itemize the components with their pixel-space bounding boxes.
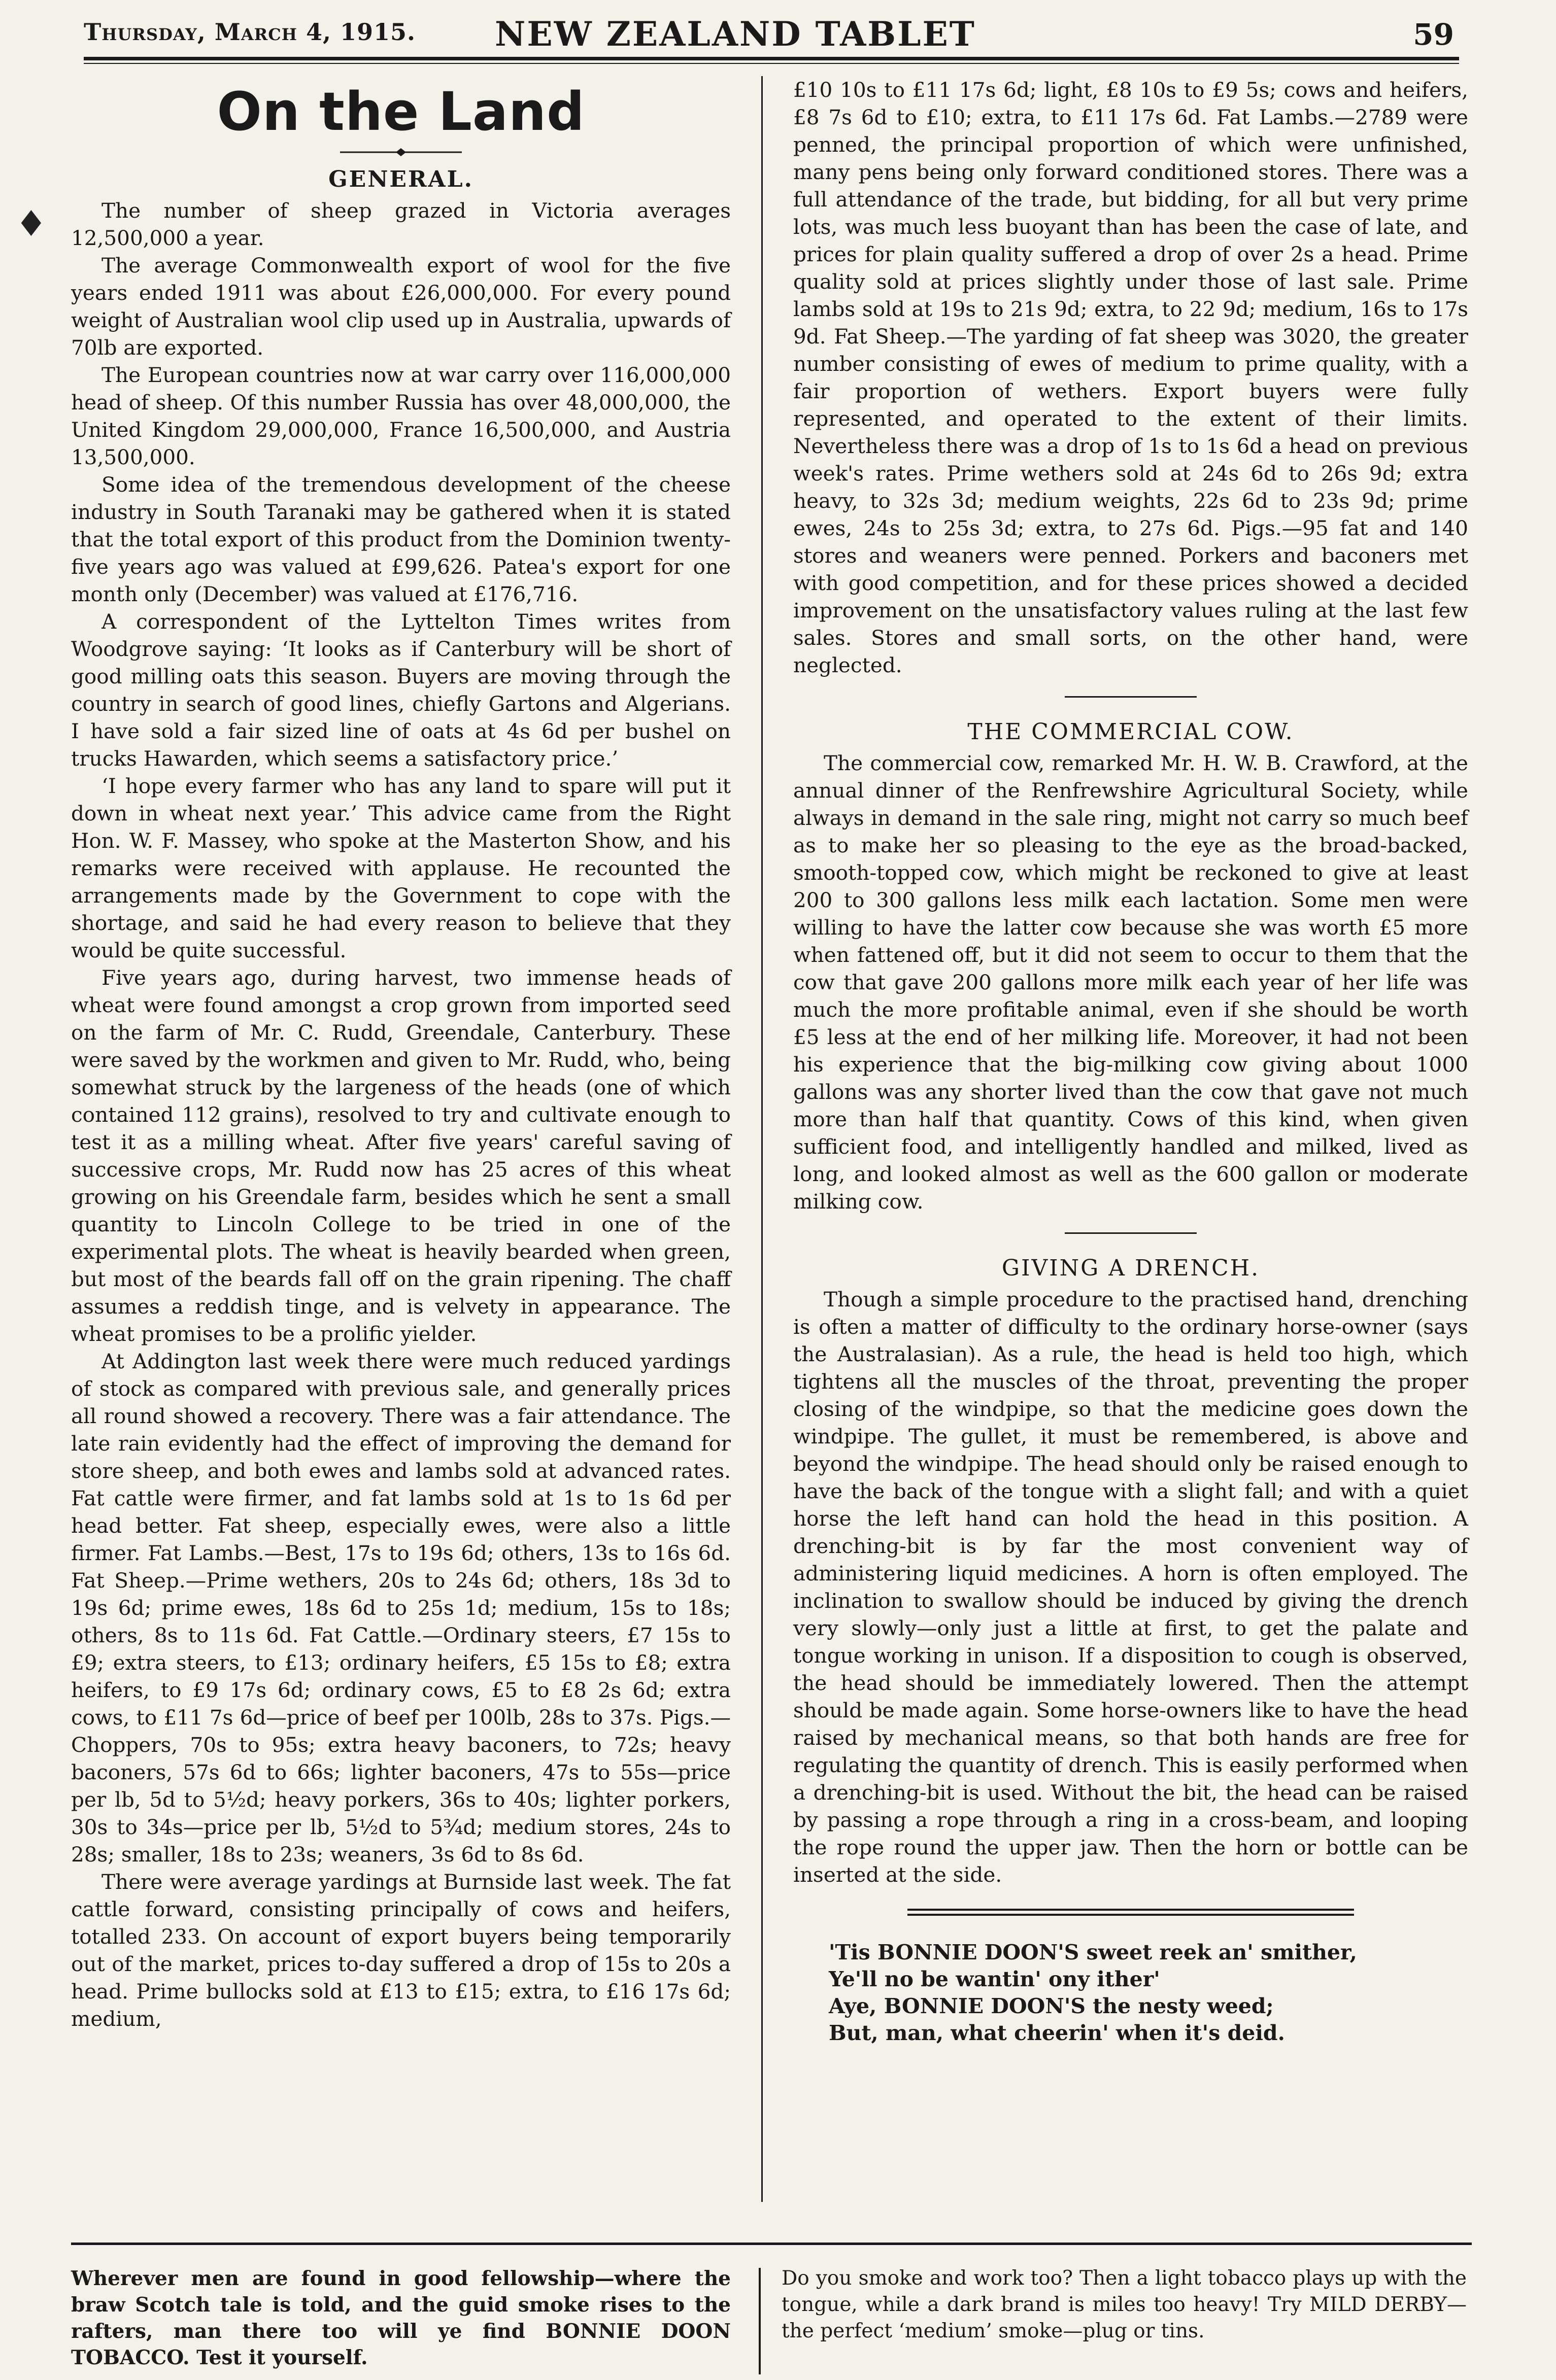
advert-verse [829,1939,1468,2047]
paragraph: The European countries now at war carry over 116,000,000 head of sheep. Of this number Russia has over 48,000,000, the United Kingdom 29,000,000, France 16,500,000, and Austria 13,500,000. [71,363,731,469]
footer-divider [759,2268,761,2374]
column-divider [761,76,763,2202]
advert-bonnie-doon: Wherever men are found in good fellowship—where the braw Scotch tale is told, and the guid smoke rises to the rafters, man there too will ye find BONNIE DOON TOBACCO. Test it yourself. [71,2267,731,2369]
verse-rule [907,1909,1354,1916]
section-rule [1065,696,1197,698]
page-number: 59 [1413,17,1454,52]
advert-mild-derby: Do you smoke and work too? Then a light tobacco plays up with the tongue, while a dark brand is miles too heavy! Try MILD DERBY—the perfect ‘medium’ smoke—plug or tins. [782,2267,1467,2342]
verse-line: Ye'll no be wantin' ony ither' [829,1967,1160,1991]
verse-line: 'Tis BONNIE DOON'S sweet reek an' smither, [829,1940,1357,1964]
issue-date: Thursday, March 4, 1915. [84,18,416,46]
section-rule [1065,1232,1197,1234]
paragraph: Five years ago, during harvest, two immense heads of wheat were found amongst a crop grown from imported seed on the farm of Mr. C. Rudd, Greendale, Canterbury. These were saved by the workmen and given to Mr. Rudd, who, being somewhat struck by the largeness of the heads (one of which contained 112 grains), resolved to try and cultivate enough to test it as a milling wheat. After five years' careful saving of successive crops, Mr. Rudd now has 25 acres of this wheat growing on his Greendale farm, besides which he sent a small quantity to Lincoln College to be tried in one of the experimental plots. The wheat is heavily bearded when green, but most of the beards fall off on the grain ripening. The chaff assumes a reddish tinge, and is velvety in appearance. The wheat promises to be a prolific yielder. [71,965,731,1346]
paragraph: ‘I hope every farmer who has any land to spare will put it down in wheat next year.’ This advice came from the Right Hon. W. F. Massey, who spoke at the Masterton Show, and his remarks were received with applause. He recounted the arrangements made by the Government to cope with the shortage, and said he had every reason to believe that they would be quite successful. [71,774,731,962]
right-column [793,76,1468,2047]
footer-rule [71,2243,1472,2245]
running-head [84,14,1454,55]
header-rule [84,57,1459,60]
section-heading-general: GENERAL. [328,166,473,192]
page-title: On the Land [217,81,585,143]
header-rule-thin [84,63,1459,64]
margin-mark: ♦ [15,203,47,245]
section-heading-drench: GIVING A DRENCH. [1001,1255,1260,1281]
paragraph: At Addington last week there were much reduced yardings of stock as compared with previous sale, and generally prices all round showed a recovery. There was a fair attendance. The late rain evidently had the effect of improving the demand for store sheep, and both ewes and lambs sold at advanced rates. Fat cattle were firmer, and fat lambs sold at 1s to 1s 6d per head better. Fat sheep, especially ewes, were also a little firmer. Fat Lambs.—Best, 17s to 19s 6d; others, 13s to 16s 6d. Fat Sheep.—Prime wethers, 20s to 24s 6d; others, 18s 3d to 19s 6d; prime ewes, 18s 6d to 25s 1d; medium, 15s to 18s; others, 8s to 11s 6d. Fat Cattle.—Ordinary steers, £7 15s to £9; extra steers, to £13; ordinary heifers, £5 15s to £8; extra heifers, to £9 17s 6d; ordinary cows, £5 to £8 2s 6d; extra cows, to £11 7s 6d—price of beef per 100lb, 28s to 37s. Pigs.—Choppers, 70s to 95s; extra heavy baconers, to 72s; heavy baconers, 57s 6d to 66s; lighter baconers, 47s to 55s—price per lb, 5d to 5½d; heavy porkers, 36s to 40s; lighter porkers, 30s to 34s—price per lb, 5½d to 5¾d; medium stores, 24s to 28s; smaller, 18s to 23s; weaners, 3s 6d to 8s 6d. [71,1349,731,1867]
section-heading-commercial-cow: THE COMMERCIAL COW. [967,719,1294,745]
paragraph: The number of sheep grazed in Victoria averages 12,500,000 a year. [71,198,731,250]
paper-name: NEW ZEALAND TABLET [495,14,976,54]
title-ornament [340,147,462,157]
verse-line: But, man, what cheerin' when it's deid. [829,2021,1285,2045]
paragraph: Though a simple procedure to the practised hand, drenching is often a matter of difficulty to the ordinary horse-owner (says the Australasian). As a rule, the head is held too high, which tightens all the muscles of the throat, preventing the proper closing of the windpipe, so that the medicine goes down the windpipe. The gullet, it must be remembered, is above and beyond the windpipe. The head should only be raised enough to have the back of the tongue with a slight fall; and with a quiet horse the left hand can hold the head in this position. A drenching-bit is by far the most convenient way of administering liquid medicines. A horn is often employed. The inclination to swallow should be induced by giving the drench very slowly—only just a little at first, to get the palate and tongue working in unison. If a disposition to cough is observed, the head should be immediately lowered. Then the attempt should be made again. Some horse-owners like to have the head raised by mechanical means, so that both hands are free for regulating the quantity of drench. This is easily performed when a drenching-bit is used. Without the bit, the head can be raised by passing a rope through a ring in a cross-beam, and looping the rope round the upper jaw. Then the horn or bottle can be inserted at the side. [793,1287,1468,1887]
paragraph: The average Commonwealth export of wool for the five years ended 1911 was about £26,000,000. For every pound weight of Australian wool clip used up in Australia, upwards of 70lb are exported. [71,253,731,360]
paragraph: Some idea of the tremendous development of the cheese industry in South Taranaki may be gathered when it is stated that the total export of this product from the Dominion twenty-five years ago was valued at £99,626. Patea's export for one month only (December) was valued at £176,716. [71,472,731,606]
paragraph: The commercial cow, remarked Mr. H. W. B. Crawford, at the annual dinner of the Renfrewshire Agricultural Society, while always in demand in the sale ring, might not carry so much beef as to make her so pleasing to the eye as the broad-backed, smooth-topped cow, which might be reckoned to give at least 200 to 300 gallons less milk each lactation. Some men were willing to have the latter cow because she was worth £5 more when fattened off, but it did not seem to occur to them that the cow that gave 200 gallons more milk each year of her life was much the more profitable animal, even if she should be worth £5 less at the end of her milking life. Moreover, it had not been his experience that the big-milking cow giving about 1000 gallons was any shorter lived than the cow that gave not much more than half that quantity. Cows of this kind, when given sufficient food, and intelligently handled and milked, lived as long, and looked almost as well as the 600 gallon or moderate milking cow. [793,751,1468,1214]
paragraph: A correspondent of the Lyttelton Times writes from Woodgrove saying: ‘It looks as if Canterbury will be short of good milling oats this season. Buyers are moving through the country in search of good lines, chiefly Gartons and Algerians. I have sold a fair sized line of oats at 4s 6d per bushel on trucks Hawarden, which seems a satisfactory price.’ [71,609,731,771]
paragraph-continued: £10 10s to £11 17s 6d; light, £8 10s to £9 5s; cows and heifers, £8 7s 6d to £10; extra, to £11 17s 6d. Fat Lambs.—2789 were penned, the principal proportion of which were unfinished, many pens being only forward conditioned stores. There was a full attendance of the trade, but bidding, for all but very prime lots, was much less buoyant than has been the case of late, and prices for plain quality suffered a drop of over 2s a head. Prime quality sold at prices slightly under those of last sale. Prime lambs sold at 19s to 21s 9d; extra, to 22 9d; medium, 16s to 17s 9d. Fat Sheep.—The yarding of fat sheep was 3020, the greater number consisting of ewes of medium to prime quality, with a fair proportion of wethers. Export buyers were fully represented, and operated to the extent of their limits. Nevertheless there was a drop of 1s to 1s 6d a head on previous week's rates. Prime wethers sold at 24s 6d to 26s 9d; extra heavy, to 32s 3d; medium weights, 22s 6d to 23s 9d; prime ewes, 24s to 25s 3d; extra, to 27s 6d. Pigs.—95 fat and 140 stores and weaners were penned. Porkers and baconers met with good competition, and for these prices showed a decided improvement on the unsatisfactory values ruling at the last few sales. Stores and small sorts, on the other hand, were neglected. [793,78,1468,677]
verse-line: Aye, BONNIE DOON'S the nesty weed; [829,1994,1274,2018]
left-column [71,76,731,2032]
paragraph: There were average yardings at Burnside last week. The fat cattle forward, consisting principally of cows and heifers, totalled 233. On account of export buyers being temporarily out of the market, prices to-day suffered a drop of 15s to 20s a head. Prime bullocks sold at £13 to £15; extra, to £16 17s 6d; medium, [71,1870,731,2031]
